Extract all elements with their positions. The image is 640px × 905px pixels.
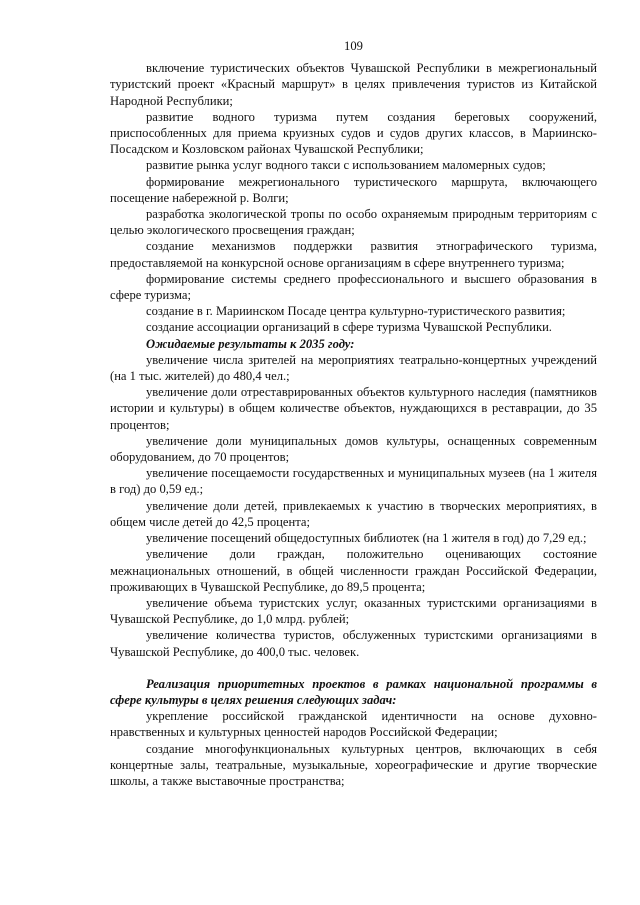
paragraph: разработка экологической тропы по особо охраняемым природным территориям с целью экологического просвещения граждан; [110,207,597,238]
paragraph: увеличение доли граждан, положительно оценивающих состояние межнациональных отношений, в общей численности граждан Российской Федерации, проживающих в Чувашской Республике, до 89,5 процента; [110,547,597,594]
paragraph: увеличение количества туристов, обслуженных туристскими организациями в Чувашской Республике, до 400,0 тыс. человек. [110,628,597,659]
paragraph: увеличение доли муниципальных домов культуры, оснащенных современным оборудованием, до 70 процентов; [110,433,597,465]
paragraph: создание многофункциональных культурных центров, включающих в себя концертные залы, театральные, музыкальные, хореографические и другие творческие школы, а также выставочные пространства; [110,741,597,788]
paragraph: создание ассоциации организаций в сфере туризма Чувашской Республики. [146,320,552,335]
spacer [110,660,597,676]
paragraph: укрепление российской гражданской идентичности на основе духовно-нравственных и культурных ценностей народов Российской Федерации; [110,709,597,740]
paragraph: развитие водного туризма путем создания береговых сооружений, приспособленных для приема круизных судов и судов других классов, в Мариинско-Посадском и Козловском районах Чувашской Республики; [110,109,597,157]
section-heading-expected-results: Ожидаемые результаты к 2035 году: [146,336,355,351]
paragraph: создание в г. Мариинском Посаде центра культурно-туристического развития; [146,304,566,319]
paragraph: развитие рынка услуг водного такси с использованием маломерных судов; [146,158,546,173]
paragraph: увеличение доли детей, привлекаемых к участию в творческих мероприятиях, в общем числе детей до 42,5 процента; [110,498,597,529]
paragraph: увеличение посещаемости государственных и муниципальных музеев (на 1 жителя в год) до 0,59 ед.; [110,466,597,497]
paragraph: создание механизмов поддержки развития этнографического туризма, предоставляемой на конкурсной основе организациям в сфере внутреннего туризма; [110,239,597,270]
paragraph: формирование системы среднего профессионального и высшего образования в сфере туризма; [110,271,597,303]
paragraph: увеличение доли отреставрированных объектов культурного наследия (памятников истории и культуры) в общем количестве объектов, нуждающихся в реставрации, до 35 процентов; [110,385,597,432]
paragraph: формирование межрегионального туристического маршрута, включающего посещение набережной р. Волги; [110,174,597,205]
paragraph: увеличение числа зрителей на мероприятиях театрально-концертных учреждений (на 1 тыс. жителей) до 480,4 чел.; [110,352,597,384]
paragraph: включение туристических объектов Чувашской Республики в межрегиональный туристский проект «Красный маршрут» в целях привлечения туристов из Китайской Народной Республики; [110,61,597,108]
document-page [110,38,597,789]
page-number: 109 [344,39,363,53]
section-heading-priority-projects: Реализация приоритетных проектов в рамках национальной программы в сфере культуры в целях решения следующих задач: [110,676,597,707]
paragraph: увеличение объема туристских услуг, оказанных туристскими организациями в Чувашской Республике, до 1,0 млрд. рублей; [110,595,597,627]
paragraph: увеличение посещений общедоступных библиотек (на 1 жителя в год) до 7,29 ед.; [146,531,587,546]
